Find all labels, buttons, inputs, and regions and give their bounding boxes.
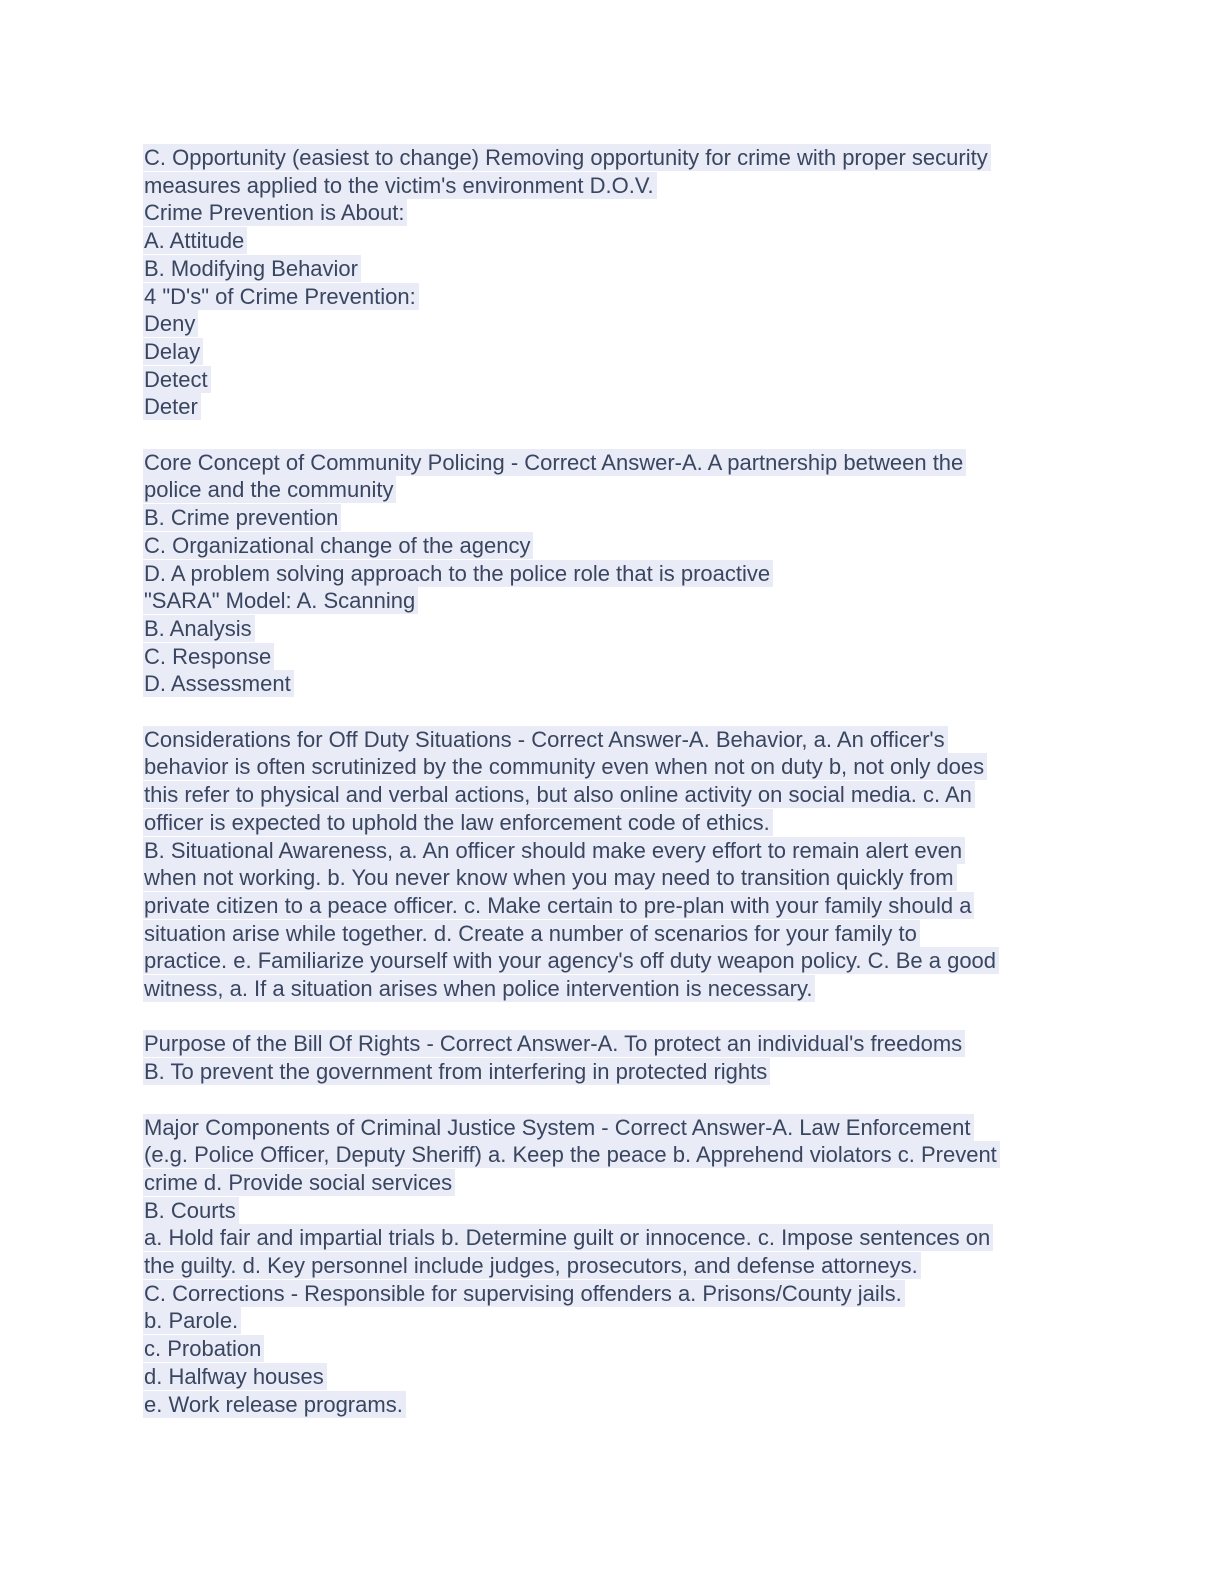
text-line	[143, 1058, 1091, 1086]
paragraph	[143, 449, 1091, 698]
highlighted-text: B. Courts	[143, 1197, 239, 1224]
highlighted-text: B. Crime prevention	[143, 504, 341, 531]
highlighted-text: C. Corrections - Responsible for supervising offenders a. Prisons/County jails.	[143, 1280, 905, 1307]
text-line	[143, 172, 1091, 200]
text-line	[143, 1280, 1091, 1308]
text-line	[143, 670, 1091, 698]
paragraph	[143, 726, 1091, 1003]
text-line	[143, 338, 1091, 366]
text-line	[143, 1335, 1091, 1363]
text-line	[143, 1363, 1091, 1391]
highlighted-text: this refer to physical and verbal actions, but also online activity on social media. c. An	[143, 781, 975, 808]
text-line	[143, 1252, 1091, 1280]
highlighted-text: Considerations for Off Duty Situations - Correct Answer-A. Behavior, a. An officer's	[143, 726, 948, 753]
highlighted-text: Delay	[143, 338, 203, 365]
text-line	[143, 144, 1091, 172]
highlighted-text: 4 "D's" of Crime Prevention:	[143, 283, 419, 310]
highlighted-text: B. Analysis	[143, 615, 255, 642]
paragraph	[143, 1030, 1091, 1085]
text-line	[143, 199, 1091, 227]
text-line	[143, 809, 1091, 837]
highlighted-text: a. Hold fair and impartial trials b. Determine guilt or innocence. c. Impose sentences on	[143, 1224, 993, 1251]
highlighted-text: D. Assessment	[143, 670, 294, 697]
highlighted-text: police and the community	[143, 476, 396, 503]
text-line	[143, 643, 1091, 671]
highlighted-text: measures applied to the victim's environment D.O.V.	[143, 172, 657, 199]
text-line	[143, 310, 1091, 338]
highlighted-text: crime d. Provide social services	[143, 1169, 455, 1196]
highlighted-text: behavior is often scrutinized by the community even when not on duty b, not only does	[143, 753, 987, 780]
highlighted-text: when not working. b. You never know when you may need to transition quickly from	[143, 864, 957, 891]
highlighted-text: c. Probation	[143, 1335, 264, 1362]
highlighted-text: b. Parole.	[143, 1307, 241, 1334]
text-line	[143, 1141, 1091, 1169]
highlighted-text: C. Organizational change of the agency	[143, 532, 533, 559]
text-line	[143, 587, 1091, 615]
highlighted-text: C. Response	[143, 643, 274, 670]
highlighted-text: Deny	[143, 310, 198, 337]
highlighted-text: Deter	[143, 393, 201, 420]
text-line	[143, 255, 1091, 283]
text-line	[143, 1030, 1091, 1058]
highlighted-text: A. Attitude	[143, 227, 247, 254]
highlighted-text: D. A problem solving approach to the police role that is proactive	[143, 560, 773, 587]
highlighted-text: "SARA" Model: A. Scanning	[143, 587, 418, 614]
highlighted-text: C. Opportunity (easiest to change) Removing opportunity for crime with proper security	[143, 144, 991, 171]
text-line	[143, 1307, 1091, 1335]
highlighted-text: practice. e. Familiarize yourself with your agency's off duty weapon policy. C. Be a good	[143, 947, 999, 974]
text-line	[143, 892, 1091, 920]
text-line	[143, 366, 1091, 394]
highlighted-text: B. To prevent the government from interfering in protected rights	[143, 1058, 770, 1085]
highlighted-text: (e.g. Police Officer, Deputy Sheriff) a. Keep the peace b. Apprehend violators c. Prevent	[143, 1141, 1000, 1168]
highlighted-text: the guilty. d. Key personnel include judges, prosecutors, and defense attorneys.	[143, 1252, 921, 1279]
highlighted-text: Core Concept of Community Policing - Correct Answer-A. A partnership between the	[143, 449, 966, 476]
text-line	[143, 864, 1091, 892]
highlighted-text: Detect	[143, 366, 211, 393]
highlighted-text: Major Components of Criminal Justice System - Correct Answer-A. Law Enforcement	[143, 1114, 974, 1141]
highlighted-text: private citizen to a peace officer. c. Make certain to pre-plan with your family should a	[143, 892, 974, 919]
text-line	[143, 1114, 1091, 1142]
text-line	[143, 920, 1091, 948]
highlighted-text: Crime Prevention is About:	[143, 199, 407, 226]
highlighted-text: Purpose of the Bill Of Rights - Correct Answer-A. To protect an individual's freedoms	[143, 1030, 965, 1057]
text-line	[143, 726, 1091, 754]
text-line	[143, 753, 1091, 781]
text-line	[143, 560, 1091, 588]
text-line	[143, 837, 1091, 865]
highlighted-text: witness, a. If a situation arises when police intervention is necessary.	[143, 975, 815, 1002]
document-content	[143, 144, 1091, 1418]
text-line	[143, 781, 1091, 809]
text-line	[143, 449, 1091, 477]
text-line	[143, 1197, 1091, 1225]
highlighted-text: officer is expected to uphold the law enforcement code of ethics.	[143, 809, 773, 836]
paragraph	[143, 1114, 1091, 1419]
highlighted-text: situation arise while together. d. Create a number of scenarios for your family to	[143, 920, 920, 947]
highlighted-text: B. Modifying Behavior	[143, 255, 361, 282]
text-line	[143, 615, 1091, 643]
text-line	[143, 476, 1091, 504]
text-line	[143, 283, 1091, 311]
text-line	[143, 227, 1091, 255]
highlighted-text: B. Situational Awareness, a. An officer should make every effort to remain alert even	[143, 837, 965, 864]
highlighted-text: e. Work release programs.	[143, 1391, 406, 1418]
highlighted-text: d. Halfway houses	[143, 1363, 327, 1390]
text-line	[143, 504, 1091, 532]
text-line	[143, 1224, 1091, 1252]
text-line	[143, 947, 1091, 975]
text-line	[143, 532, 1091, 560]
text-line	[143, 975, 1091, 1003]
paragraph	[143, 144, 1091, 421]
text-line	[143, 1169, 1091, 1197]
text-line	[143, 393, 1091, 421]
text-line	[143, 1391, 1091, 1419]
